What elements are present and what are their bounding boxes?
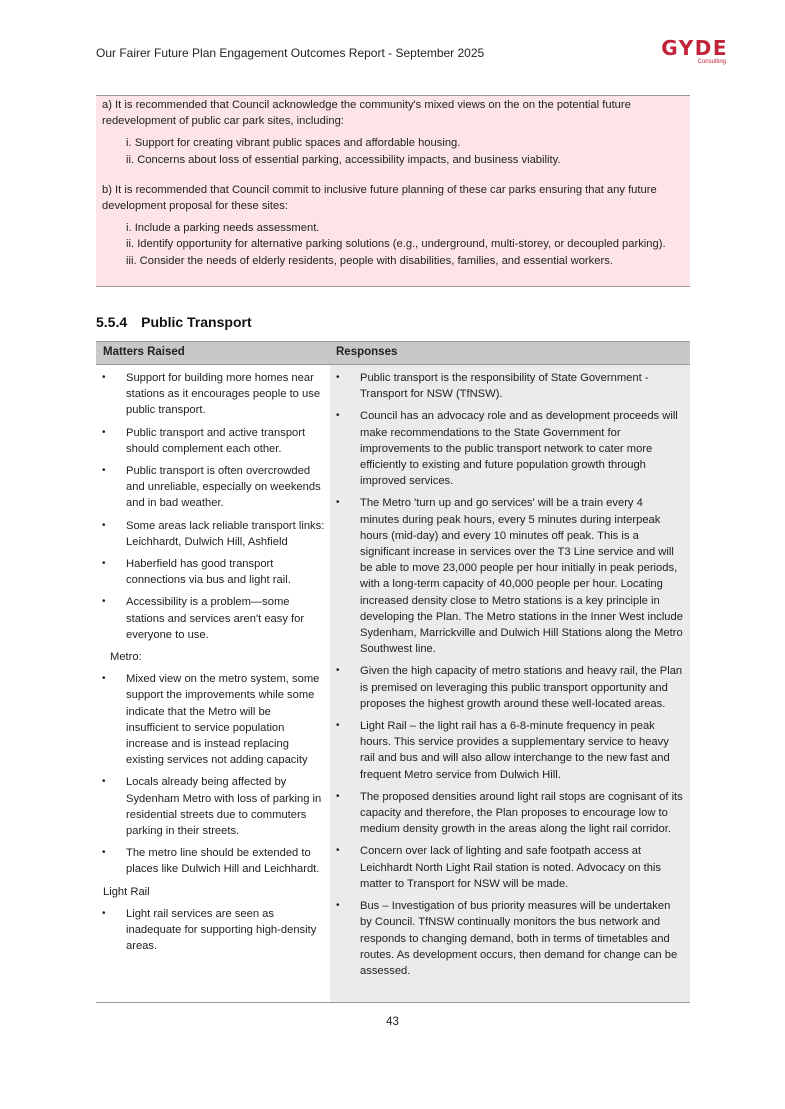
recommendation-a-item: i. Support for creating vibrant public spaces and affordable housing. xyxy=(126,137,461,150)
list-item xyxy=(96,774,326,839)
section-number: 5.5.4 xyxy=(96,314,128,330)
logo-wordmark: GYDE xyxy=(661,36,728,60)
matter-text: Public transport is often overcrowded and unreliable, especially on weekends and in bad weather. xyxy=(126,465,321,510)
bullet-icon: • xyxy=(336,372,340,383)
bullet-icon: • xyxy=(336,900,340,912)
list-item xyxy=(330,408,684,489)
list-item xyxy=(96,463,326,512)
responses-column xyxy=(330,365,690,1002)
list-item xyxy=(96,906,326,955)
recommendation-b-intro: b) It is recommended that Council commit to inclusive future planning of these car parks ensuring that any future development proposal for these sites: xyxy=(102,183,657,213)
list-item xyxy=(330,843,684,892)
section-heading xyxy=(96,314,252,330)
list-item xyxy=(330,718,684,783)
bullet-icon: • xyxy=(102,426,106,438)
bullet-icon: • xyxy=(102,596,106,608)
list-item xyxy=(96,594,326,643)
bullet-icon: • xyxy=(102,558,106,570)
matter-text: Locals already being affected by Sydenham Metro with loss of parking in residential streets due to commuters parking in their streets. xyxy=(126,776,322,838)
list-item xyxy=(330,495,684,657)
bullet-icon: • xyxy=(336,410,340,422)
list-item xyxy=(96,518,326,550)
matters-raised-column xyxy=(96,365,330,1002)
gyde-logo xyxy=(636,38,728,65)
response-text: Light Rail – the light rail has a 6-8-minute frequency in peak hours. This service provides a supplementary service to heavy rail and bus and will also allow interchange to the new fast and frequent Metro service from Dulwich Hill. xyxy=(360,720,670,781)
recommendation-a-item: ii. Concerns about loss of essential parking, accessibility impacts, and business viability. xyxy=(126,153,561,166)
matters-light-rail-list xyxy=(96,906,330,955)
bullet-icon: • xyxy=(336,497,340,509)
bullet-icon: • xyxy=(336,790,340,802)
list-item xyxy=(330,789,684,838)
table-bottom-border xyxy=(96,1002,690,1003)
recommendations-box xyxy=(96,95,690,287)
bullet-icon: • xyxy=(336,665,340,677)
document-header-title: Our Fairer Future Plan Engagement Outcomes Report - September 2025 xyxy=(96,46,485,60)
matter-text: Mixed view on the metro system, some support the improvements while some indicate that the Metro will be insufficient to service population increase and is instead replacing existing services not adding capacity xyxy=(126,673,320,767)
section-title: Public Transport xyxy=(141,314,252,330)
list-item xyxy=(96,370,326,419)
matter-text: The metro line should be extended to places like Dulwich Hill and Leichhardt. xyxy=(126,847,320,876)
recommendation-b-item: iii. Consider the needs of elderly residents, people with disabilities, families, and essential workers. xyxy=(126,254,613,267)
matter-text: Accessibility is a problem—some stations and services aren't easy for everyone to use. xyxy=(126,596,305,641)
column-header-responses: Responses xyxy=(336,346,398,358)
response-text: Given the high capacity of metro stations and heavy rail, the Plan is premised on leveraging this public transport opportunity and proposes the highest growth around these well-located areas. xyxy=(360,665,683,710)
list-item xyxy=(330,370,684,402)
recommendation-b-item: ii. Identify opportunity for alternative parking solutions (e.g., underground, multi-storey, or decoupled parking). xyxy=(126,238,666,251)
list-item xyxy=(96,845,326,877)
bullet-icon: • xyxy=(102,372,106,383)
page-number: 43 xyxy=(386,1016,399,1028)
bullet-icon: • xyxy=(102,465,106,477)
list-item xyxy=(330,898,684,979)
matters-general-list xyxy=(96,365,330,643)
table-header-row xyxy=(96,341,690,365)
response-text: Bus – Investigation of bus priority measures will be undertaken by Council. TfNSW continually monitors the bus network and responds to changing demand, both in terms of timetables and routes. As development occurs, then demand for change can be assessed. xyxy=(360,900,678,977)
matter-text: Haberfield has good transport connections via bus and light rail. xyxy=(126,558,291,587)
response-text: The Metro 'turn up and go services' will be a train every 4 minutes during peak hours, every 5 minutes during interpeak hours (mid-day) and every 10 minutes off peak. This is a significant increase in services over the T3 Line service and will be able to move 23,000 people per hour initially in peak periods, with a long-term capacity of 40,000 people per hour. Locating increased density close to Metro stations is a key principle in developing the Plan. The Metro stations in the Inner West include Sydenham, Marrickville and Dulwich Hill Stations along the Metro Southwest line. xyxy=(360,497,683,656)
list-item xyxy=(96,425,326,457)
response-text: Public transport is the responsibility of State Government - Transport for NSW (TfNSW). xyxy=(360,372,649,401)
list-item xyxy=(330,663,684,712)
logo-subtitle: Consulting xyxy=(697,59,726,65)
matters-metro-list xyxy=(96,671,330,877)
bullet-icon: • xyxy=(102,673,106,685)
response-text: The proposed densities around light rail stops are cognisant of its capacity and therefore, the Plan proposes to encourage low to medium density growth in the areas along the light rail corridor. xyxy=(360,790,683,836)
list-item xyxy=(96,556,326,588)
bullet-icon: • xyxy=(102,519,106,531)
matter-text: Support for building more homes near stations as it encourages people to use public transport. xyxy=(126,372,321,417)
recommendation-a-intro: a) It is recommended that Council acknowledge the community's mixed views on the on the potential future redevelopment of public car park sites, including: xyxy=(102,99,631,128)
list-item xyxy=(96,671,326,768)
response-text: Concern over lack of lighting and safe footpath access at Leichhardt North Light Rail station is noted. Advocacy on this matter to Transport for NSW will be made. xyxy=(360,845,661,890)
bullet-icon: • xyxy=(102,776,106,788)
responses-list xyxy=(330,365,690,979)
bullet-icon: • xyxy=(102,847,106,859)
column-header-matters: Matters Raised xyxy=(103,346,185,358)
metro-label: Metro: xyxy=(110,651,142,664)
response-text: Council has an advocacy role and as development proceeds will make recommendations to the State Government for improvements to the public transport network to cater more efficiently to existing and future population growth through improved services. xyxy=(360,410,678,488)
matter-text: Some areas lack reliable transport links: Leichhardt, Dulwich Hill, Ashfield xyxy=(126,519,325,548)
light-rail-label: Light Rail xyxy=(103,885,150,898)
matter-text: Public transport and active transport should complement each other. xyxy=(126,426,306,455)
recommendation-b-item: i. Include a parking needs assessment. xyxy=(126,222,320,235)
bullet-icon: • xyxy=(102,907,106,919)
bullet-icon: • xyxy=(336,845,340,857)
matter-text: Light rail services are seen as inadequate for supporting high-density areas. xyxy=(126,907,317,953)
bullet-icon: • xyxy=(336,720,340,732)
